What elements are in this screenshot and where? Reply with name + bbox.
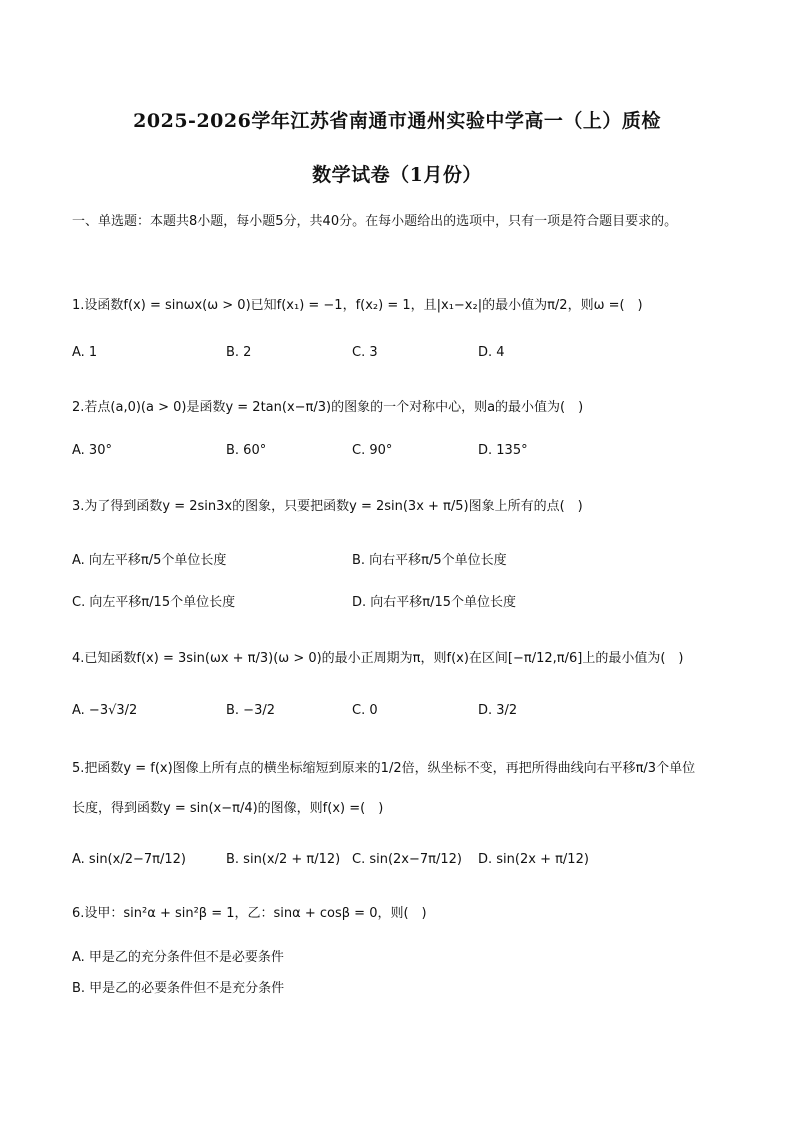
question-4-stem: 4.已知函数f(x) = 3sin(ωx + π/3)(ω > 0)的最小正周期为π，则f(x)在区间[−π/12,π/6]上的最小值为( ) [72,651,684,666]
question-1-option-b[interactable]: B. 2 [226,345,252,360]
question-2-option-b[interactable]: B. 60° [226,443,267,458]
section-instructions: 一、单选题：本题共8小题，每小题5分，共40分。在每小题给出的选项中，只有一项是符合题目要求的。 [72,214,678,229]
question-3-option-a[interactable]: A. 向左平移π/5个单位长度 [72,553,227,568]
exam-subtitle: 数学试卷（1月份） [312,164,482,186]
question-5-option-d[interactable]: D. sin(2x + π/12) [478,852,589,867]
question-3-option-d[interactable]: D. 向右平移π/15个单位长度 [352,595,517,610]
question-1-option-c[interactable]: C. 3 [352,345,378,360]
question-2-option-d[interactable]: D. 135° [478,443,528,458]
question-5-stem-line2: 长度，得到函数y = sin(x−π/4)的图像，则f(x) =( ) [72,801,384,816]
question-1-stem: 1.设函数f(x) = sinωx(ω > 0)已知f(x₁) = −1，f(x₂) = 1，且|x₁−x₂|的最小值为π/2，则ω =( ) [72,298,643,313]
question-5-option-a[interactable]: A. sin(x/2−7π/12) [72,852,186,867]
exam-title: 2025-2026学年江苏省南通市通州实验中学高一（上）质检 [133,110,661,132]
question-2-stem: 2.若点(a,0)(a > 0)是函数y = 2tan(x−π/3)的图象的一个对称中心，则a的最小值为( ) [72,400,584,415]
question-4-option-a[interactable]: A. −3√3/2 [72,703,138,718]
question-3-stem: 3.为了得到函数y = 2sin3x的图象，只要把函数y = 2sin(3x + π/5)图象上所有的点( ) [72,499,583,514]
question-5-option-b[interactable]: B. sin(x/2 + π/12) [226,852,341,867]
question-6-option-a[interactable]: A. 甲是乙的充分条件但不是必要条件 [72,950,284,965]
question-5-option-c[interactable]: C. sin(2x−7π/12) [352,852,462,867]
question-5-stem-line1: 5.把函数y = f(x)图像上所有点的横坐标缩短到原来的1/2倍，纵坐标不变，再把所得曲线向右平移π/3个单位 [72,761,696,776]
question-4-option-d[interactable]: D. 3/2 [478,703,518,718]
question-2-option-c[interactable]: C. 90° [352,443,393,458]
question-1-option-a[interactable]: A. 1 [72,345,98,360]
question-6-stem: 6.设甲：sin²α + sin²β = 1，乙：sinα + cosβ = 0，则( ) [72,906,427,921]
question-3-option-c[interactable]: C. 向左平移π/15个单位长度 [72,595,236,610]
question-4-option-b[interactable]: B. −3/2 [226,703,275,718]
question-6-option-b[interactable]: B. 甲是乙的必要条件但不是充分条件 [72,981,285,996]
question-2-option-a[interactable]: A. 30° [72,443,112,458]
question-3-option-b[interactable]: B. 向右平移π/5个单位长度 [352,553,507,568]
question-4-option-c[interactable]: C. 0 [352,703,378,718]
question-1-option-d[interactable]: D. 4 [478,345,505,360]
